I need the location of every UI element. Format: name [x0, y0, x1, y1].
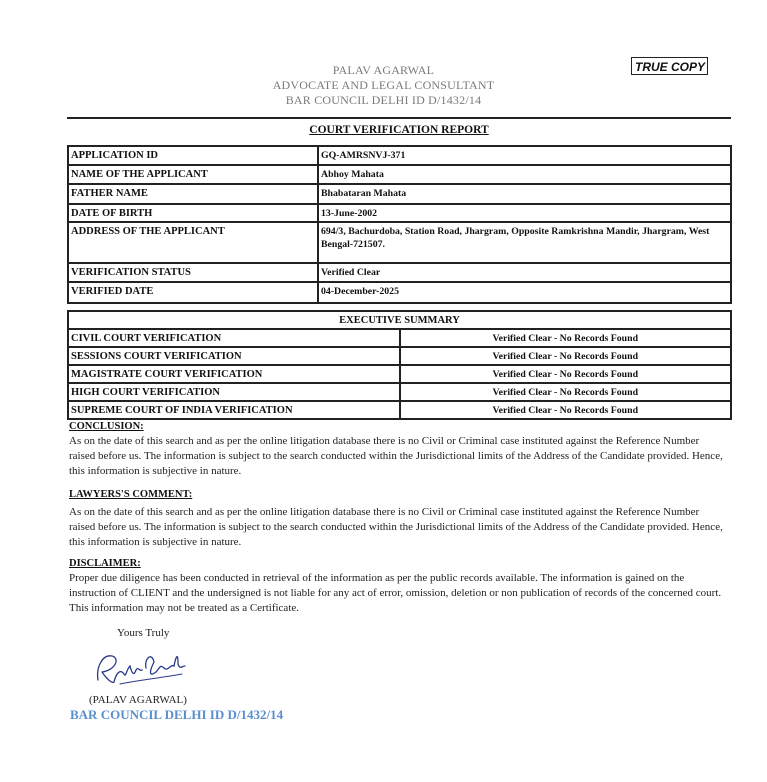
signoff-bar-id: BAR COUNCIL DELHI ID D/1432/14 [70, 707, 284, 722]
summary-value: Verified Clear - No Records Found [400, 329, 732, 347]
detail-value: Abhoy Mahata [318, 165, 731, 184]
disclaimer-text: Proper due diligence has been conducted in retrieval of the information as per the public records available. The information is gained on the instruction of CLIENT and the undersigned is not liable for any act of error, omission, deletion or non publication of records of the concerned court. This information may not be treated as a Certificate. [69, 572, 722, 614]
detail-value: 13-June-2002 [318, 204, 731, 222]
summary-value: Verified Clear - No Records Found [400, 365, 732, 383]
summary-label: CIVIL COURT VERIFICATION [68, 329, 400, 347]
summary-value: Verified Clear - No Records Found [400, 383, 732, 401]
table-row [68, 401, 731, 419]
advocate-name: PALAV AGARWAL [332, 63, 435, 77]
detail-label: VERIFICATION STATUS [68, 263, 318, 282]
printed-name: (PALAV AGARWAL) [89, 694, 187, 706]
detail-label: NAME OF THE APPLICANT [68, 165, 318, 184]
table-row [68, 365, 731, 383]
applicant-details-table [67, 145, 732, 304]
conclusion-text: As on the date of this search and as per the online litigation database there is no Civil or Criminal case instituted against the Reference Number raised before us. The information is subject to the search conducted within the Jurisdictional limits of the Address of the Candidate provided. Hence, this information is subjective in nature. [69, 435, 723, 477]
executive-summary-title: EXECUTIVE SUMMARY [68, 311, 731, 329]
detail-value: 694/3, Bachurdoba, Station Road, Jhargram, Opposite Ramkrishna Mandir, Jhargram, West Bengal-721507. [318, 222, 731, 263]
lawyers-comment-title: LAWYERS'S COMMENT: [69, 489, 193, 500]
detail-label: APPLICATION ID [68, 146, 318, 165]
report-title: COURT VERIFICATION REPORT [309, 124, 489, 136]
executive-summary-table [67, 310, 732, 420]
detail-value: Bhabataran Mahata [318, 184, 731, 204]
table-row [68, 347, 731, 365]
table-row [68, 263, 731, 282]
table-row [68, 146, 731, 165]
table-row [68, 329, 731, 347]
disclaimer-title: DISCLAIMER: [69, 558, 141, 569]
advocate-designation: ADVOCATE AND LEGAL CONSULTANT [272, 78, 495, 92]
table-row [68, 222, 731, 263]
detail-value: Verified Clear [318, 263, 731, 282]
table-row [68, 311, 731, 329]
table-row [68, 383, 731, 401]
table-row [68, 165, 731, 184]
summary-label: SESSIONS COURT VERIFICATION [68, 347, 400, 365]
header-divider [67, 117, 731, 119]
summary-value: Verified Clear - No Records Found [400, 347, 732, 365]
detail-value: 04-December-2025 [318, 282, 731, 303]
advocate-bar-id: BAR COUNCIL DELHI ID D/1432/14 [285, 93, 482, 107]
conclusion-title: CONCLUSION: [69, 421, 144, 432]
summary-label: MAGISTRATE COURT VERIFICATION [68, 365, 400, 383]
closing-text: Yours Truly [117, 627, 170, 639]
detail-label: DATE OF BIRTH [68, 204, 318, 222]
table-row [68, 282, 731, 303]
lawyers-comment-text: As on the date of this search and as per the online litigation database there is no Civil or Criminal case instituted against the Reference Number raised before us. The information is subject to the search conducted within the Jurisdictional limits of the Address of the Candidate provided. Hence, this information is subjective in nature. [69, 506, 723, 548]
signature-image [90, 644, 190, 695]
table-row [68, 184, 731, 204]
detail-value: GQ-AMRSNVJ-371 [318, 146, 731, 165]
summary-value: Verified Clear - No Records Found [400, 401, 732, 419]
detail-label: FATHER NAME [68, 184, 318, 204]
detail-label: ADDRESS OF THE APPLICANT [68, 222, 318, 263]
true-copy-stamp: TRUE COPY [631, 57, 708, 75]
table-row [68, 204, 731, 222]
summary-label: SUPREME COURT OF INDIA VERIFICATION [68, 401, 400, 419]
detail-label: VERIFIED DATE [68, 282, 318, 303]
summary-label: HIGH COURT VERIFICATION [68, 383, 400, 401]
